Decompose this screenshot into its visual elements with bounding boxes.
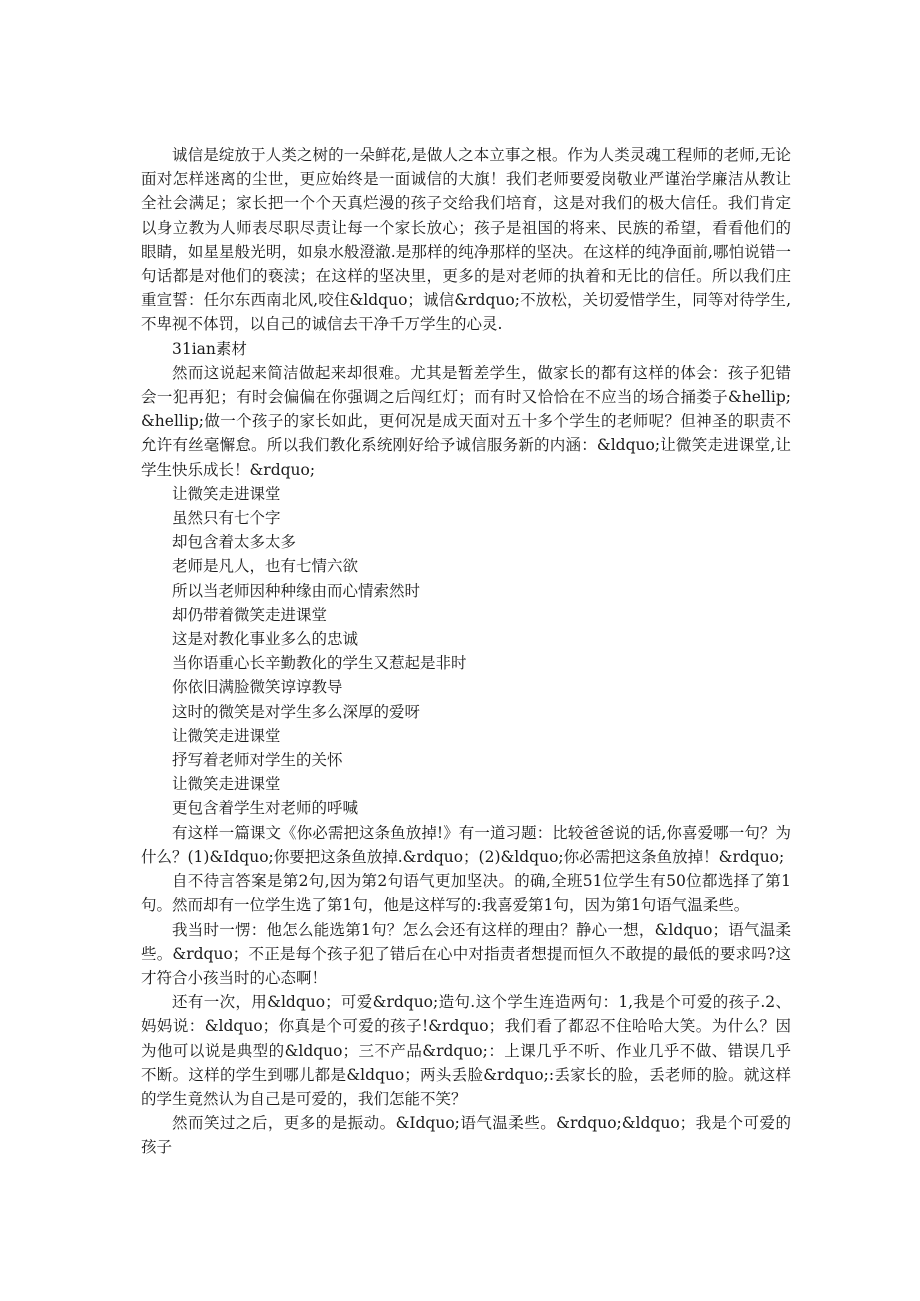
paragraph-closing: 然而笑过之后，更多的是振动。&Idquo;语气温柔些。&rdquo;&ldquo；我是个可爱的孩子	[141, 1114, 791, 1157]
poem	[141, 482, 791, 821]
poem-line: 让微笑走进课堂	[172, 726, 281, 745]
poem-line: 这时的微笑是对学生多么深厚的爱呀	[172, 702, 421, 721]
paragraph-answer: 自不待言答案是第2句,因为第2句语气更加坚决。的确,全班51位学生有50位都选择了第1句。然而却有一位学生选了第1句，他是这样写的:我喜爱第1句，因为第1句语气温柔些。	[141, 872, 791, 915]
paragraph-sentence-making: 还有一次，用&ldquo；可爱&rdquo;造句.这个学生连造两句：1,我是个可爱的孩子.2、妈妈说：&ldquo；你真是个可爱的孩子!&rdquo；我们看了都忍不住哈哈大笑。为什么？因为他可以说是典型的&ldquo；三不产品&rdquo;：上课几乎不听、作业几乎不做、错误几乎不断。这样的学生到哪儿都是&ldquo；两头丢脸&rdquo;:丢家长的脸，丢老师的脸。就这样的学生竟然认为自己是可爱的，我们怎能不笑？	[141, 993, 791, 1108]
poem-line: 却仍带着微笑走进课堂	[172, 605, 328, 624]
paragraph-reflection: 我当时一愣：他怎么能选第1句？怎么会还有这样的理由？静心一想，&ldquo；语气温柔些。&rdquo；不正是每个孩子犯了错后在心中对指责者想提而恒久不敢提的最低的要求吗?这才符合小孩当时的心态啊！	[141, 920, 791, 987]
document-body	[141, 143, 791, 1160]
intro-paragraph: 诚信是绽放于人类之树的一朵鲜花,是做人之本立事之根。作为人类灵魂工程师的老师,无论面对怎样迷离的尘世，更应始终是一面诚信的大旗！我们老师要爱岗敬业严谨治学廉洁从教让全社会满足；家长把一个个天真烂漫的孩子交给我们培育，这是对我们的极大信任。我们肯定以身立教为人师表尽职尽责让每一个家长放心；孩子是祖国的将来、民族的希望，看看他们的眼睛，如星星般光明，如泉水般澄澈.是那样的纯净那样的坚决。在这样的纯净面前,哪怕说错一句话都是对他们的亵渎；在这样的坚决里，更多的是对老师的执着和无比的信任。所以我们庄重宣誓：任尔东西南北风,咬住&ldquo；诚信&rdquo;不放松，关切爱惜学生，同等对待学生,不卑视不体罚，以自己的诚信去干净千万学生的心灵.	[141, 146, 791, 334]
poem-line: 你依旧满脸微笑谆谆教导	[172, 678, 343, 697]
poem-line: 更包含着学生对老师的呼喊	[172, 799, 359, 818]
poem-line: 让微笑走进课堂	[172, 484, 281, 503]
poem-line: 老师是凡人，也有七情六欲	[172, 557, 359, 576]
poem-line: 当你语重心长辛勤教化的学生又惹起是非时	[172, 654, 467, 673]
section-label: 31ian素材	[172, 339, 247, 358]
poem-line: 抒写着老师对学生的关怀	[172, 751, 343, 770]
poem-line: 所以当老师因种种缘由而心情索然时	[172, 581, 421, 600]
poem-line: 这是对教化事业多么的忠诚	[172, 630, 359, 649]
paragraph-exercise: 有这样一篇课文《你必需把这条鱼放掉!》有一道习题：比较爸爸说的话,你喜爱哪一句？为什么？(1)&Idquo;你要把这条鱼放掉.&rdquo；(2)&ldquo;你必需把这条鱼放掉！&rdquo;	[141, 823, 791, 866]
poem-line: 却包含着太多太多	[172, 533, 297, 552]
paragraph-difficulty: 然而这说起来简洁做起来却很难。尤其是暂差学生，做家长的都有这样的体会：孩子犯错会一犯再犯；有时会偏偏在你强调之后闯红灯；而有时又恰恰在不应当的场合捅娄子&hellip;&hellip;做一个孩子的家长如此，更何况是成天面对五十多个学生的老师呢？但神圣的职责不允许有丝毫懈怠。所以我们教化系统刚好给予诚信服务新的内涵：&ldquo;让微笑走进课堂,让学生快乐成长！&rdquo;	[141, 363, 791, 479]
poem-line: 让微笑走进课堂	[172, 775, 281, 794]
poem-line: 虽然只有七个字	[172, 509, 281, 528]
